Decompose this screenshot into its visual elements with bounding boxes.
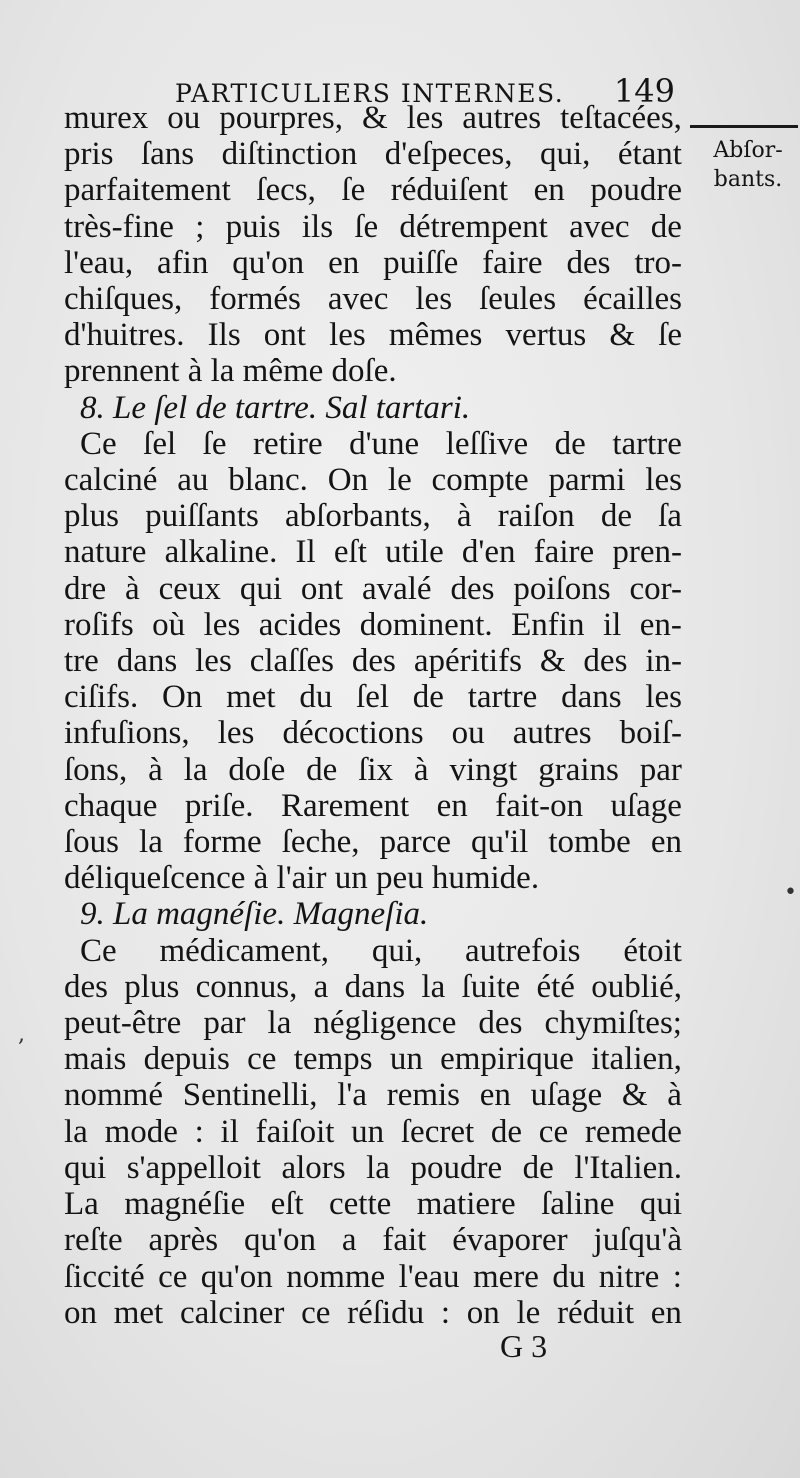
text-line: nature alkaline. Il eſt utile d'en faire pren-: [64, 534, 682, 571]
text-line: Ce ſel ſe retire d'une leſſive de tartre: [80, 425, 682, 462]
margin-note: [698, 136, 798, 194]
text-line: Ce médicament, qui, autrefois étoit: [80, 932, 682, 969]
text-line: d'huitres. Ils ont les mêmes vertus & ſe: [64, 317, 682, 354]
margin-note-line: bants.: [713, 167, 783, 192]
text-line: reſte après qu'on a fait évaporer juſqu'à: [64, 1222, 682, 1259]
text-line: la mode : il faiſoit un ſecret de ce remede: [64, 1113, 682, 1150]
text-line: infuſions, les décoctions ou autres boiſ-: [64, 715, 682, 752]
text-line: parfaitement ſecs, ſe réduiſent en poudre: [64, 172, 682, 209]
text-line: qui s'appelloit alors la poudre de l'Italien.: [64, 1149, 682, 1186]
margin-speck: •: [784, 880, 797, 905]
text-line: tre dans les claſſes des apéritifs & des in-: [64, 643, 682, 680]
text-line: peut-être par la négligence des chymiſtes;: [64, 1005, 682, 1042]
text-line: prennent à la même doſe.: [64, 353, 397, 390]
body-text: [64, 100, 682, 1331]
text-line: ciſifs. On met du ſel de tartre dans les: [64, 679, 682, 716]
page-number: 149: [613, 72, 675, 110]
text-line: déliqueſcence à l'air un peu humide.: [64, 860, 540, 897]
margin-note-line: Abſor-: [713, 138, 783, 163]
text-line: ſons, à la doſe de ſix à vingt grains par: [64, 751, 682, 788]
text-line: l'eau, afin qu'on en puiſſe faire des tro-: [64, 244, 682, 281]
text-line: pris ſans diſtinction d'eſpeces, qui, étant: [64, 136, 682, 173]
text-line: plus puiſſants abſorbants, à raiſon de ſa: [64, 498, 682, 535]
text-line: chaque priſe. Rarement en fait-on uſage: [64, 787, 682, 824]
text-line: des plus connus, a dans la ſuite été oublié,: [64, 968, 682, 1005]
section-heading-text: 9. La magnéſie. Magneſia.: [80, 896, 429, 933]
text-line: ſous la forme ſeche, parce qu'il tombe en: [64, 824, 682, 861]
section-heading-8: [64, 390, 682, 426]
text-line: calciné au blanc. On le compte parmi les: [64, 462, 682, 499]
signature-mark: G 3: [500, 1328, 548, 1364]
section-heading-9: [64, 896, 682, 932]
text-line: ſiccité ce qu'on nomme l'eau mere du nitre :: [64, 1258, 682, 1295]
running-title: PARTICULIERS INTERNES.: [175, 79, 565, 108]
text-line: dre à ceux qui ont avalé des poiſons cor-: [64, 570, 682, 607]
margin-speck: ,: [18, 1022, 25, 1047]
margin-rule: [690, 125, 798, 128]
text-line: mais depuis ce temps un empirique italien,: [64, 1041, 682, 1078]
text-line: chiſques, formés avec les ſeules écailles: [64, 281, 682, 318]
text-line: nommé Sentinelli, l'a remis en uſage & à: [64, 1077, 682, 1114]
text-line: murex ou pourpres, & les autres teſtacées,: [64, 100, 682, 136]
section-heading-text: 8. Le ſel de tartre. Sal tartari.: [80, 389, 471, 426]
text-line: on met calciner ce réſidu : on le réduit en: [64, 1294, 682, 1331]
text-line: La magnéſie eſt cette matiere ſaline qui: [64, 1186, 682, 1223]
text-line: roſifs où les acides dominent. Enfin il en-: [64, 606, 682, 643]
text-line: très-fine ; puis ils ſe détrempent avec de: [64, 208, 682, 245]
